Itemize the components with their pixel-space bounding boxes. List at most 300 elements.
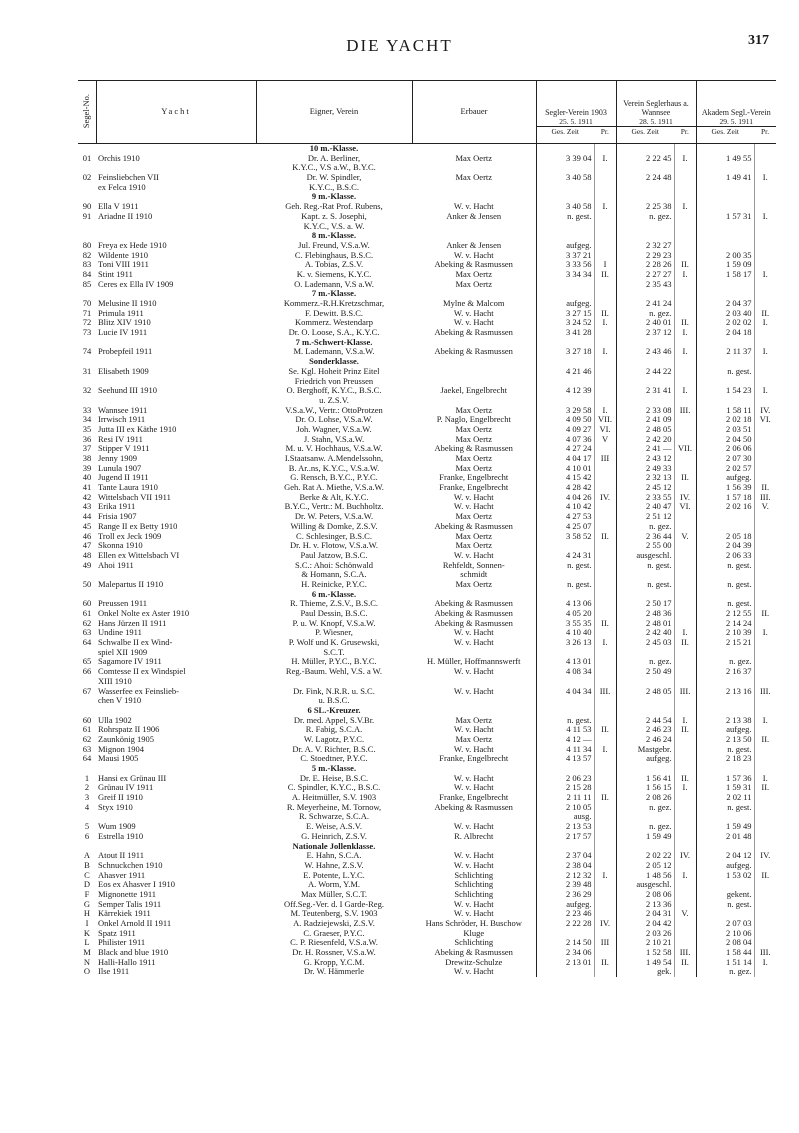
race2-prize bbox=[674, 696, 696, 706]
race3-prize bbox=[754, 289, 776, 299]
race2-prize: I. bbox=[674, 202, 696, 212]
yacht-name: Sagamore IV 1911 bbox=[98, 657, 162, 667]
race3-time: 2 02 18 bbox=[696, 415, 754, 425]
builder: W. v. Hacht bbox=[453, 851, 494, 861]
race1-prize bbox=[594, 842, 616, 852]
race1-time: 4 25 07 bbox=[536, 522, 594, 532]
race1-prize: VII. bbox=[594, 415, 616, 425]
table-row bbox=[78, 532, 776, 542]
race3-time bbox=[696, 842, 754, 852]
race1-time: 3 24 52 bbox=[536, 318, 594, 328]
yacht-name: Resi IV 1911 bbox=[98, 434, 143, 444]
race1-time: 4 04 26 bbox=[536, 493, 594, 503]
race3-prize bbox=[754, 551, 776, 561]
race3-date: 29. 5. 1911 bbox=[719, 116, 753, 126]
race2-prize: I. bbox=[674, 328, 696, 338]
race3-prize bbox=[754, 929, 776, 939]
race1-prize bbox=[594, 251, 616, 261]
owner: G. Kropp, Y.C.M. bbox=[303, 957, 365, 967]
race2-time: 2 42 20 bbox=[616, 435, 674, 445]
race2-time: 2 08 26 bbox=[616, 793, 674, 803]
segel-no: 72 bbox=[82, 318, 92, 328]
race2-prize bbox=[674, 483, 696, 493]
race3-prize bbox=[754, 396, 776, 406]
owner: P. Wiesner, bbox=[315, 628, 353, 638]
race1-time: ausg. bbox=[536, 812, 594, 822]
race1-prize bbox=[594, 570, 616, 580]
segel-no: F bbox=[84, 889, 90, 899]
owner: A. Radziejewski, Z.S.V. bbox=[293, 919, 375, 928]
race3-time bbox=[696, 677, 754, 687]
race1-time: 4 04 17 bbox=[536, 454, 594, 464]
race3-prize bbox=[754, 541, 776, 551]
race3-prize: II. bbox=[754, 309, 776, 319]
owner: 7 m.-Schwert-Klasse. bbox=[295, 337, 373, 347]
race1-time: aufgeg. bbox=[536, 241, 594, 251]
table-row bbox=[78, 832, 776, 842]
segel-no: K bbox=[83, 928, 91, 938]
owner: Dr. W. Hämmerle bbox=[304, 967, 364, 977]
race2-time: 1 59 49 bbox=[616, 832, 674, 842]
segel-no bbox=[78, 590, 96, 600]
race1-prize bbox=[594, 241, 616, 251]
race2-prize bbox=[674, 764, 696, 774]
race3-time: 2 02 57 bbox=[696, 464, 754, 474]
header-row bbox=[78, 81, 776, 127]
race2-time: 2 45 12 bbox=[616, 483, 674, 493]
race1-prize: I. bbox=[594, 318, 616, 328]
col-header-no: Segel-No. bbox=[80, 93, 91, 128]
segel-no: 41 bbox=[82, 483, 92, 493]
segel-no bbox=[78, 163, 96, 173]
race1-prize: II. bbox=[594, 270, 616, 280]
race1-prize bbox=[594, 580, 616, 590]
race3-time bbox=[696, 144, 754, 154]
race2-prize bbox=[674, 299, 696, 309]
race1-time: 4 08 34 bbox=[536, 667, 594, 677]
race1-time: 4 09 50 bbox=[536, 415, 594, 425]
yacht-name bbox=[96, 289, 256, 299]
race1-time bbox=[536, 144, 594, 154]
owner: 5 m.-Klasse. bbox=[311, 764, 357, 773]
race1-prize bbox=[594, 657, 616, 667]
builder: W. v. Hacht bbox=[453, 667, 494, 677]
race2-prize: I. bbox=[674, 783, 696, 793]
race3-time: 2 14 24 bbox=[696, 619, 754, 629]
race3-time: 2 02 02 bbox=[696, 318, 754, 328]
owner: u. B.S.C. bbox=[318, 696, 350, 706]
table-row bbox=[78, 812, 776, 822]
race2-prize bbox=[674, 919, 696, 929]
builder: Max Oertz bbox=[455, 454, 493, 463]
page-number: 317 bbox=[748, 33, 769, 48]
yacht-name: Jutta III ex Käthe 1910 bbox=[98, 424, 177, 434]
segel-no: 34 bbox=[82, 415, 92, 425]
yacht-name: Wittelsbach VII 1911 bbox=[98, 492, 171, 502]
race3-prize bbox=[754, 522, 776, 532]
segel-no: 71 bbox=[82, 308, 92, 318]
race3-time: n. gest. bbox=[696, 745, 754, 755]
segel-no: 37 bbox=[82, 444, 92, 454]
segel-no: 83 bbox=[82, 260, 92, 270]
segel-no: 3 bbox=[84, 793, 90, 803]
builder bbox=[412, 396, 536, 406]
segel-no bbox=[78, 764, 96, 774]
race2-prize: VII. bbox=[674, 444, 696, 454]
race1-prize bbox=[594, 812, 616, 822]
race1-time bbox=[536, 183, 594, 193]
race1-time: 2 13 53 bbox=[536, 822, 594, 832]
race1-time: n. gest. bbox=[536, 212, 594, 222]
segel-no bbox=[78, 231, 96, 241]
segel-no: 61 bbox=[82, 725, 92, 735]
table-row bbox=[78, 541, 776, 551]
table-row bbox=[78, 561, 776, 571]
race1-time bbox=[536, 842, 594, 852]
race3-prize bbox=[754, 454, 776, 464]
builder: Abeking & Rasmussen bbox=[434, 802, 513, 812]
race2-prize bbox=[674, 231, 696, 241]
owner: J. Stahn, V.S.a.W. bbox=[303, 434, 365, 444]
race3-prize bbox=[754, 512, 776, 522]
table-row bbox=[78, 735, 776, 745]
segel-no: 80 bbox=[82, 240, 92, 250]
race2-prize bbox=[674, 241, 696, 251]
table-row bbox=[78, 609, 776, 619]
owner: O. Lademann, V.S a.W. bbox=[294, 279, 374, 289]
race3-prize bbox=[754, 890, 776, 900]
segel-no: 91 bbox=[82, 211, 92, 221]
owner: Nationale Jollenklasse. bbox=[292, 841, 376, 851]
race3-time: n. gez. bbox=[696, 657, 754, 667]
race1-prize bbox=[594, 822, 616, 832]
builder: Schlichting bbox=[454, 938, 494, 948]
race2-time: 2 22 45 bbox=[616, 154, 674, 164]
segel-no: H bbox=[83, 909, 91, 919]
yacht-name: Wasserfee ex Feinslieb- bbox=[98, 686, 179, 696]
race1-time: 4 04 34 bbox=[536, 687, 594, 697]
yacht-name: Rohrspatz II 1906 bbox=[98, 725, 160, 735]
race1-time: 4 13 01 bbox=[536, 657, 594, 667]
owner: Dr. med. Appel, S.V.Br. bbox=[293, 715, 375, 725]
builder: Max Oertz bbox=[455, 434, 493, 444]
race2-prize-header: Pr. bbox=[674, 126, 696, 143]
yacht-name: Primula 1911 bbox=[98, 308, 144, 318]
race2-prize bbox=[674, 251, 696, 261]
race1-prize: II. bbox=[594, 309, 616, 319]
race2-time: 2 51 12 bbox=[616, 512, 674, 522]
race3-prize bbox=[754, 357, 776, 367]
segel-no: 2 bbox=[84, 783, 90, 793]
race2-prize: II. bbox=[674, 473, 696, 483]
race3-prize bbox=[754, 183, 776, 193]
table-row bbox=[78, 667, 776, 677]
segel-no: 43 bbox=[82, 502, 92, 512]
owner: Off.Seg.-Ver. d. I Garde-Reg. bbox=[284, 899, 384, 909]
race1-time: 2 11 11 bbox=[536, 793, 594, 803]
race3-prize bbox=[754, 532, 776, 542]
race2-prize bbox=[674, 754, 696, 764]
race3-prize bbox=[754, 619, 776, 629]
yacht-name: Zaunkönig 1905 bbox=[98, 734, 154, 744]
race3-time bbox=[696, 289, 754, 299]
race2-prize bbox=[674, 163, 696, 173]
race3-time: 2 10 06 bbox=[696, 929, 754, 939]
race3-prize: I. bbox=[754, 774, 776, 784]
race2-prize: I. bbox=[674, 386, 696, 396]
race1-time: 4 27 24 bbox=[536, 444, 594, 454]
segel-no bbox=[78, 696, 96, 706]
race1-prize: III bbox=[594, 938, 616, 948]
race3-time: 1 49 55 bbox=[696, 154, 754, 164]
segel-no: 90 bbox=[82, 202, 92, 212]
race2-time: 2 28 26 bbox=[616, 260, 674, 270]
race2-prize bbox=[674, 900, 696, 910]
race3-time: aufgeg. bbox=[696, 473, 754, 483]
race2-time bbox=[616, 764, 674, 774]
owner: K.Y.C., V.S a.W., B.Y.C. bbox=[292, 163, 376, 173]
table-row bbox=[78, 725, 776, 735]
segel-no: 64 bbox=[82, 638, 92, 648]
race1-prize bbox=[594, 551, 616, 561]
race3-prize bbox=[754, 163, 776, 173]
race1-prize-header: Pr. bbox=[594, 126, 616, 143]
race1-prize bbox=[594, 144, 616, 154]
race3-prize: I. bbox=[754, 318, 776, 328]
race2-time bbox=[616, 357, 674, 367]
race2-prize bbox=[674, 590, 696, 600]
owner: Dr. A. Berliner, bbox=[307, 153, 361, 163]
race1-prize bbox=[594, 396, 616, 406]
race1-prize bbox=[594, 706, 616, 716]
race2-time: 2 43 12 bbox=[616, 454, 674, 464]
race2-time: n. gez. bbox=[616, 803, 674, 813]
page-title: DIE YACHT bbox=[346, 36, 453, 55]
builder: Franke, Engelbrecht bbox=[439, 483, 509, 493]
race1-time: 4 12 39 bbox=[536, 386, 594, 396]
table-row bbox=[78, 900, 776, 910]
yacht-name: Feinsliebchen VII bbox=[98, 173, 159, 183]
builder: Anker & Jensen bbox=[446, 211, 502, 221]
race3-time bbox=[696, 222, 754, 232]
builder: Abeking & Rasmussen bbox=[434, 328, 513, 338]
race2-prize: IV. bbox=[674, 493, 696, 503]
table-row bbox=[78, 396, 776, 406]
segel-no: 61 bbox=[82, 609, 92, 618]
segel-no: 65 bbox=[82, 657, 92, 667]
race2-time: 2 31 41 bbox=[616, 386, 674, 396]
race1-time: aufgeg. bbox=[536, 900, 594, 910]
owner: Dr. H. v. Flotow, V.S.a.W. bbox=[289, 541, 378, 551]
race3-time bbox=[696, 280, 754, 290]
owner: B.Y.C., Vertr.: M. Buchholtz. bbox=[284, 502, 384, 512]
owner: C. Spindler, K.Y.C., B.S.C. bbox=[287, 783, 381, 793]
builder: P. Naglo, Engelbrecht bbox=[436, 415, 511, 425]
builder bbox=[412, 842, 536, 852]
race1-prize: I. bbox=[594, 154, 616, 164]
yacht-name: Ilse 1911 bbox=[98, 967, 130, 977]
table-row bbox=[78, 880, 776, 890]
segel-no: B bbox=[84, 860, 90, 870]
owner: K.Y.C., V.S. a. W. bbox=[303, 221, 365, 231]
race1-time: 2 23 46 bbox=[536, 909, 594, 919]
race3-time: n. gest. bbox=[696, 367, 754, 377]
race1-prize bbox=[594, 754, 616, 764]
table-row bbox=[78, 774, 776, 784]
table-row bbox=[78, 716, 776, 726]
owner: E. Weise, A.S.V. bbox=[306, 822, 362, 832]
builder: W. v. Hacht bbox=[453, 822, 494, 832]
builder: Max Oertz bbox=[455, 269, 493, 279]
race3-time: 1 59 09 bbox=[696, 260, 754, 270]
builder: W. v. Hacht bbox=[453, 899, 494, 909]
table-row bbox=[78, 754, 776, 764]
builder: Jaekel, Engelbrecht bbox=[440, 386, 508, 396]
race1-time: 4 11 34 bbox=[536, 745, 594, 755]
segel-no: 84 bbox=[82, 269, 92, 279]
race3-time: 1 59 49 bbox=[696, 822, 754, 832]
race3-time: n. gest. bbox=[696, 803, 754, 813]
race1-prize bbox=[594, 280, 616, 290]
table-row bbox=[78, 425, 776, 435]
race2-prize bbox=[674, 192, 696, 202]
owner: C. Schlesinger, B.S.C. bbox=[296, 531, 372, 541]
race3-time: 2 03 40 bbox=[696, 309, 754, 319]
builder: Max Oertz bbox=[455, 541, 493, 551]
race2-prize bbox=[674, 309, 696, 319]
segel-no: D bbox=[83, 880, 91, 890]
race1-time: 3 27 15 bbox=[536, 309, 594, 319]
builder: schmidt bbox=[460, 570, 488, 580]
race2-prize bbox=[674, 657, 696, 667]
segel-no: 38 bbox=[82, 454, 92, 463]
race1-time: 4 10 42 bbox=[536, 502, 594, 512]
race3-prize: II. bbox=[754, 735, 776, 745]
segel-no: 60 bbox=[82, 599, 92, 609]
race3-time bbox=[696, 648, 754, 658]
race2-prize: II. bbox=[674, 318, 696, 328]
race1-prize: II. bbox=[594, 958, 616, 968]
race3-prize: IV. bbox=[754, 851, 776, 861]
race2-time bbox=[616, 192, 674, 202]
yacht-name: Eos ex Ahasver I 1910 bbox=[98, 880, 175, 890]
race2-prize bbox=[674, 735, 696, 745]
builder: Abeking & Rasmussen bbox=[434, 609, 513, 618]
race3-prize: II. bbox=[754, 871, 776, 881]
race3-prize bbox=[754, 657, 776, 667]
owner: S.C.: Ahoi: Schönwald bbox=[295, 560, 373, 570]
owner: A. Heitmüller, S.V. 1903 bbox=[291, 793, 377, 803]
race1-time bbox=[536, 706, 594, 716]
race3-prize bbox=[754, 231, 776, 241]
table-row bbox=[78, 822, 776, 832]
segel-no bbox=[78, 396, 96, 406]
race2-prize bbox=[674, 832, 696, 842]
race2-time bbox=[616, 396, 674, 406]
race3-prize bbox=[754, 909, 776, 919]
race1-prize bbox=[594, 599, 616, 609]
race1-time bbox=[536, 222, 594, 232]
builder: Max Oertz bbox=[455, 424, 493, 434]
race1-time: 3 34 34 bbox=[536, 270, 594, 280]
segel-no: 70 bbox=[82, 299, 92, 308]
race3-prize bbox=[754, 251, 776, 261]
race3-time: 2 07 30 bbox=[696, 454, 754, 464]
yacht-name bbox=[96, 357, 256, 367]
race3-time bbox=[696, 522, 754, 532]
table-row bbox=[78, 909, 776, 919]
builder bbox=[412, 764, 536, 774]
table-row bbox=[78, 464, 776, 474]
race3-prize bbox=[754, 338, 776, 348]
owner: Berke & Alt, K.Y.C. bbox=[299, 492, 369, 502]
race2-prize bbox=[674, 929, 696, 939]
owner: 9 m.-Klasse. bbox=[311, 192, 357, 202]
owner: Dr. O. Loose, S.A., K.Y.C. bbox=[288, 328, 380, 338]
race3-time: 2 06 06 bbox=[696, 444, 754, 454]
race3-prize bbox=[754, 648, 776, 658]
race3-time: 2 10 39 bbox=[696, 628, 754, 638]
yacht-name: ex Felca 1910 bbox=[98, 182, 146, 192]
race1-time bbox=[536, 648, 594, 658]
race2-prize: I. bbox=[674, 270, 696, 280]
race1-time: 2 12 32 bbox=[536, 871, 594, 881]
race2-time bbox=[616, 289, 674, 299]
table-row bbox=[78, 241, 776, 251]
race1-time bbox=[536, 231, 594, 241]
race2-prize bbox=[674, 822, 696, 832]
segel-no: 02 bbox=[82, 173, 92, 183]
class-heading-row bbox=[78, 231, 776, 241]
race2-time: 2 04 31 bbox=[616, 909, 674, 919]
segel-no bbox=[78, 192, 96, 202]
race1-prize bbox=[594, 444, 616, 454]
race3-prize: I. bbox=[754, 628, 776, 638]
segel-no bbox=[78, 842, 96, 852]
builder: Max Oertz bbox=[455, 153, 493, 163]
race1-time bbox=[536, 357, 594, 367]
owner: Paul Dessin, B.S.C. bbox=[300, 609, 368, 618]
race3-time bbox=[696, 590, 754, 600]
race2-prize bbox=[674, 173, 696, 183]
yacht-name: Freya ex Hede 1910 bbox=[98, 240, 167, 250]
segel-no: 63 bbox=[82, 744, 92, 754]
race1-time: n. gest. bbox=[536, 716, 594, 726]
segel-no: 82 bbox=[82, 250, 92, 260]
segel-no: 46 bbox=[82, 531, 92, 541]
table-row bbox=[78, 599, 776, 609]
race1-prize: I. bbox=[594, 871, 616, 881]
table-row bbox=[78, 386, 776, 396]
race3-time: 2 15 21 bbox=[696, 638, 754, 648]
race1-time: 2 37 04 bbox=[536, 851, 594, 861]
race1-time bbox=[536, 338, 594, 348]
table-row bbox=[78, 183, 776, 193]
race1-prize bbox=[594, 512, 616, 522]
race3-prize bbox=[754, 919, 776, 929]
col-header-builder: Erbauer bbox=[412, 81, 536, 144]
race1-prize bbox=[594, 880, 616, 890]
race2-time: 2 41 24 bbox=[616, 299, 674, 309]
yacht-name bbox=[96, 842, 256, 852]
owner: E. Hahn, S.C.A. bbox=[306, 851, 362, 861]
table-row bbox=[78, 415, 776, 425]
race3-time: n. gez. bbox=[696, 967, 754, 977]
race2-prize bbox=[674, 580, 696, 590]
race1-prize bbox=[594, 735, 616, 745]
race1-prize bbox=[594, 212, 616, 222]
owner: Kommerz. Westendarp bbox=[295, 318, 373, 328]
